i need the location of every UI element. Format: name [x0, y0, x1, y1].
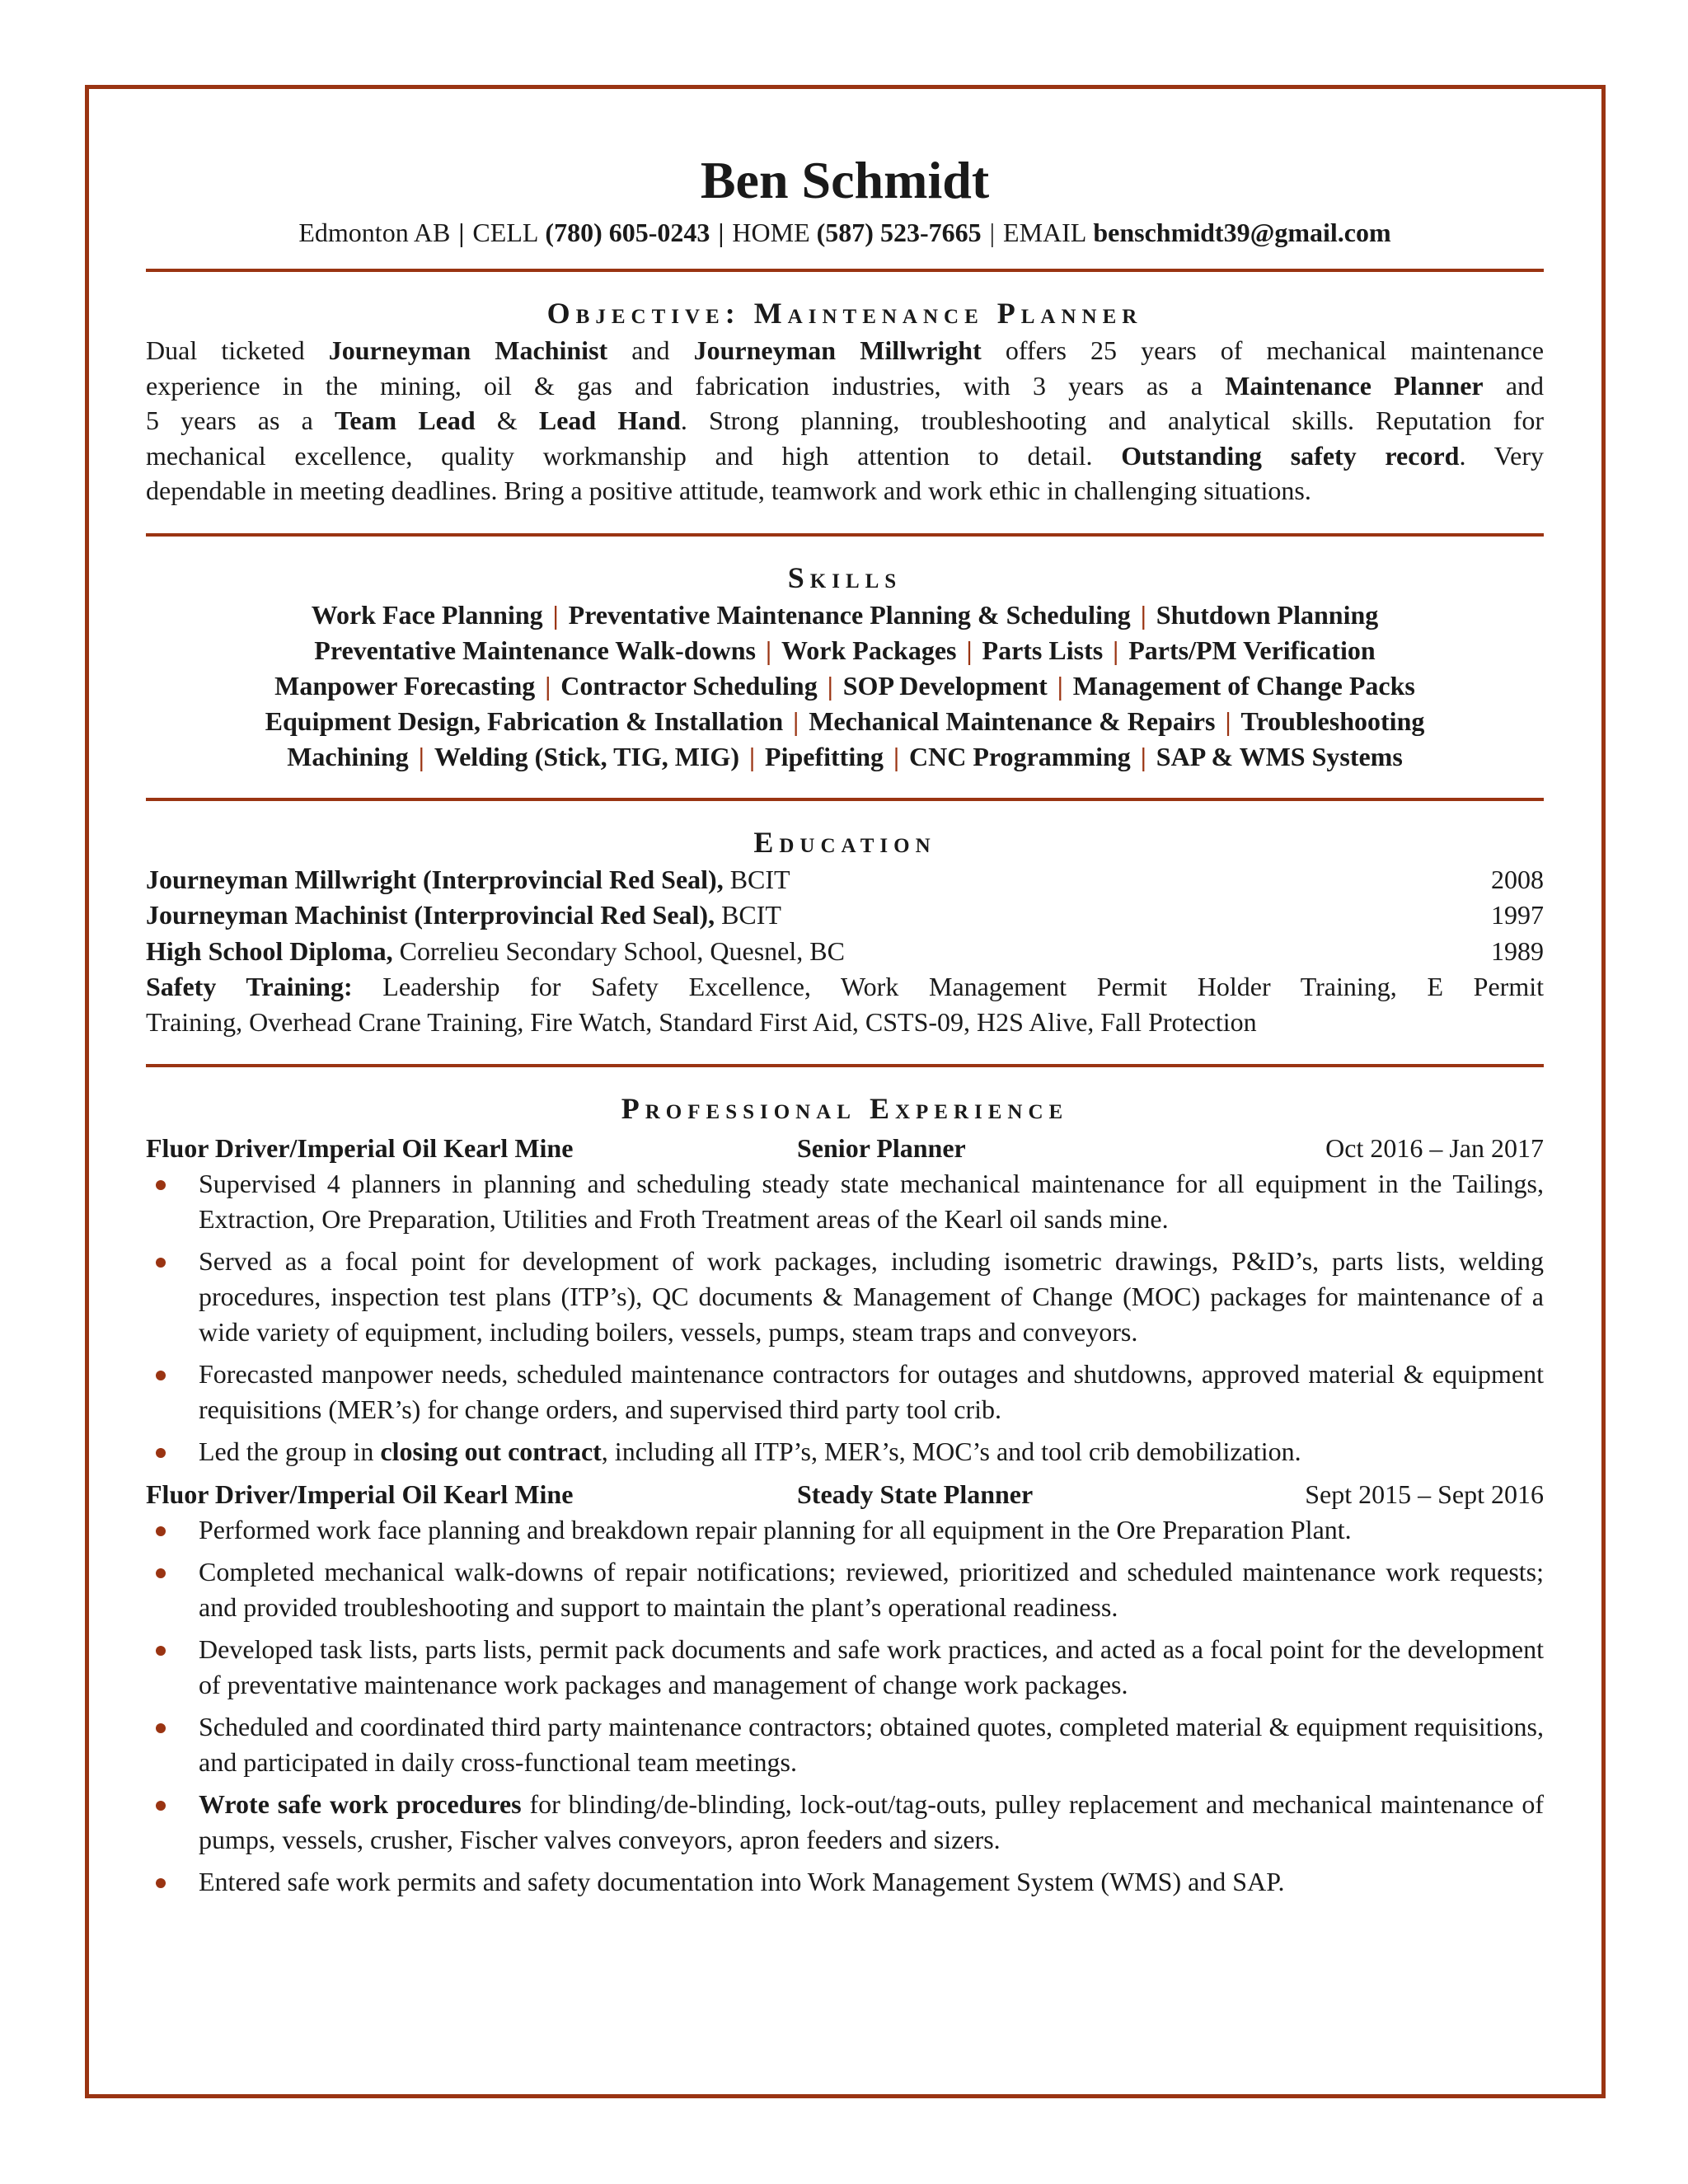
- skill-item: CNC Programming: [909, 741, 1131, 771]
- duty-bullet: [146, 1166, 1544, 1237]
- school-name: Correlieu Secondary School, Quesnel, BC: [392, 935, 845, 966]
- emphasis-text: closing out contract: [380, 1436, 602, 1466]
- emphasis-text: Journeyman Machinist: [328, 335, 608, 365]
- body-text: &: [475, 405, 539, 435]
- body-text: mechanical excellence, quality workmanship and high attention to detail.: [146, 440, 1122, 471]
- job-dates: Sept 2015 – Sept 2016: [1305, 1479, 1544, 1509]
- skill-item: Pipefitting: [765, 741, 884, 771]
- separator: |: [718, 218, 724, 247]
- skill-separator: |: [893, 741, 900, 771]
- body-text: Supervised 4 planners in planning and scheduling steady state mechanical maintenance for all equipment in the Tailings, Extraction, Ore Preparation, Utilities and Froth Treatment areas of the Kearl oil sands mine.: [199, 1169, 1544, 1234]
- skill-item: Preventative Maintenance Walk-downs: [314, 635, 756, 665]
- body-text: dependable in meeting deadlines. Bring a positive attitude, teamwork and work ethic in challenging situations.: [146, 476, 1311, 505]
- duty-bullet: [146, 1434, 1544, 1469]
- body-text: for blinding/de-blinding, lock-out/tag-outs, pulley replacement and mechanical maintenance of pumps, vessels, crusher, Fischer valves conveyors, apron feeders and sizers.: [199, 1789, 1544, 1854]
- home-phone: (587) 523-7665: [816, 218, 982, 247]
- skill-separator: |: [1140, 741, 1146, 771]
- skill-item: Work Packages: [781, 635, 957, 665]
- experience-list: [146, 1130, 1544, 1900]
- objective-text: [146, 333, 1544, 509]
- section-divider: [146, 533, 1544, 537]
- duty-bullet: [146, 1709, 1544, 1780]
- skill-item: Management of Change Packs: [1072, 670, 1415, 701]
- body-text: and: [607, 335, 694, 365]
- objective-line: [146, 438, 1544, 474]
- skill-separator: |: [748, 741, 756, 771]
- contact-line: [146, 214, 1544, 251]
- credential-name: Journeyman Millwright (Interprovincial Red Seal),: [146, 864, 724, 894]
- objective-line: [146, 368, 1544, 404]
- experience-heading: Professional Experience: [621, 1092, 1069, 1125]
- skill-item: Machining: [287, 741, 409, 771]
- skill-separator: |: [1057, 670, 1063, 701]
- graduation-year: 1997: [1491, 900, 1544, 930]
- safety-training-line-1: Leadership for Safety Excellence, Work Management Permit Holder Training, E Permit: [352, 972, 1545, 1001]
- safety-training-continued: Training, Overhead Crane Training, Fire Watch, Standard First Aid, CSTS-09, H2S Alive, Fall Protection: [146, 1006, 1257, 1037]
- job-header: [146, 1130, 1544, 1166]
- skills-heading: Skills: [787, 560, 903, 594]
- emphasis-text: Team Lead: [334, 405, 476, 435]
- job-title: Senior Planner: [797, 1133, 966, 1163]
- skills-row: [146, 598, 1544, 633]
- email-address: benschmidt39@gmail.com: [1093, 218, 1391, 247]
- skill-separator: |: [1225, 705, 1231, 736]
- separator: |: [458, 218, 465, 247]
- objective-line: [146, 473, 1544, 509]
- skill-separator: |: [793, 705, 799, 736]
- skill-separator: |: [1140, 599, 1146, 630]
- company-name: Fluor Driver/Imperial Oil Kearl Mine: [146, 1133, 574, 1163]
- duty-bullet: [146, 1632, 1544, 1703]
- skill-item: Mechanical Maintenance & Repairs: [809, 705, 1216, 736]
- duty-bullet: [146, 1244, 1544, 1350]
- body-text: Forecasted manpower needs, scheduled maintenance contractors for outages and shutdowns, approved material & equipment requisitions (MER’s) for change orders, and supervised third party tool crib.: [199, 1359, 1544, 1424]
- safety-training: [146, 969, 1544, 1005]
- objective-heading: Objective: Maintenance Planner: [546, 297, 1143, 330]
- job-header: [146, 1476, 1544, 1512]
- education-entry: [146, 934, 1544, 970]
- objective-line: [146, 333, 1544, 368]
- body-text: Dual ticketed: [146, 335, 329, 365]
- education-list: [146, 862, 1544, 970]
- skill-separator: |: [966, 635, 973, 665]
- body-text: Served as a focal point for development of work packages, including isometric drawings, P&ID’s, parts lists, welding procedures, inspection test plans (ITP’s), QC documents & Management of Change (MOC) packages for maintenance of a wide variety of equipment, including boilers, vessels, pumps, steam traps and conveyors.: [199, 1246, 1544, 1347]
- skill-item: Parts/PM Verification: [1128, 635, 1376, 665]
- emphasis-text: Outstanding safety record: [1121, 440, 1460, 471]
- education-entry: [146, 898, 1544, 934]
- skill-item: Manpower Forecasting: [274, 670, 536, 701]
- cell-phone: (780) 605-0243: [545, 218, 710, 247]
- skill-item: Shutdown Planning: [1156, 599, 1379, 630]
- skill-separator: |: [418, 741, 424, 771]
- home-label: HOME: [732, 218, 810, 247]
- body-text: Scheduled and coordinated third party maintenance contractors; obtained quotes, completed material & equipment requisitions, and participated in daily cross-functional team meetings.: [199, 1712, 1544, 1777]
- skill-separator: |: [545, 670, 551, 701]
- section-divider: [146, 798, 1544, 801]
- skill-item: Parts Lists: [982, 635, 1104, 665]
- body-text: 5 years as a: [146, 405, 335, 435]
- credential-name: High School Diploma,: [146, 935, 393, 966]
- body-text: offers 25 years of mechanical maintenance: [981, 335, 1545, 365]
- city: Edmonton AB: [298, 218, 451, 247]
- skill-separator: |: [827, 670, 833, 701]
- skill-item: Contractor Scheduling: [560, 670, 818, 701]
- candidate-name: Ben Schmidt: [700, 151, 990, 209]
- body-text: . Strong planning, troubleshooting and analytical skills. Reputation for: [680, 405, 1545, 435]
- job-duties: [146, 1166, 1544, 1469]
- body-text: and: [1483, 370, 1545, 401]
- skills-row: [146, 668, 1544, 704]
- body-text: experience in the mining, oil & gas and fabrication industries, with 3 years as a: [146, 370, 1226, 401]
- cell-label: CELL: [472, 218, 539, 247]
- skill-item: Work Face Planning: [311, 599, 543, 630]
- objective-line: [146, 403, 1544, 438]
- skill-item: Troubleshooting: [1240, 705, 1425, 736]
- duty-bullet: [146, 1787, 1544, 1858]
- duty-bullet: [146, 1512, 1544, 1548]
- job-title: Steady State Planner: [797, 1479, 1034, 1509]
- skills-list: [146, 598, 1544, 775]
- skill-item: Equipment Design, Fabrication & Installation: [265, 705, 784, 736]
- body-text: Entered safe work permits and safety documentation into Work Management System (WMS) and SAP.: [199, 1867, 1285, 1896]
- body-text: . Very: [1459, 440, 1544, 471]
- emphasis-text: Lead Hand: [538, 405, 681, 435]
- graduation-year: 1989: [1491, 935, 1544, 966]
- school-name: BCIT: [715, 900, 781, 930]
- job-duties: [146, 1512, 1544, 1900]
- skills-row: [146, 739, 1544, 775]
- email-label: EMAIL: [1003, 218, 1087, 247]
- skill-item: SAP & WMS Systems: [1156, 741, 1403, 771]
- safety-training-label: Safety Training:: [146, 972, 353, 1001]
- emphasis-text: Maintenance Planner: [1225, 370, 1484, 401]
- skill-separator: |: [765, 635, 772, 665]
- school-name: BCIT: [723, 864, 790, 894]
- skill-separator: |: [1113, 635, 1119, 665]
- section-divider: [146, 269, 1544, 272]
- body-text: , including all ITP’s, MER’s, MOC’s and tool crib demobilization.: [601, 1436, 1301, 1466]
- body-text: Performed work face planning and breakdown repair planning for all equipment in the Ore Preparation Plant.: [199, 1515, 1352, 1544]
- section-divider: [146, 1064, 1544, 1067]
- body-text: Led the group in: [199, 1436, 381, 1466]
- job-dates: Oct 2016 – Jan 2017: [1325, 1133, 1544, 1163]
- company-name: Fluor Driver/Imperial Oil Kearl Mine: [146, 1479, 574, 1509]
- credential-name: Journeyman Machinist (Interprovincial Red Seal),: [146, 900, 715, 930]
- education-credential-line: [146, 934, 845, 970]
- skill-separator: |: [552, 599, 559, 630]
- separator: |: [989, 218, 996, 247]
- skill-item: Preventative Maintenance Planning & Scheduling: [568, 599, 1131, 630]
- graduation-year: 2008: [1491, 864, 1544, 894]
- education-heading: Education: [753, 825, 936, 859]
- emphasis-text: Journeyman Millwright: [693, 335, 982, 365]
- education-credential-line: [146, 862, 790, 898]
- skills-row: [146, 704, 1544, 739]
- skills-row: [146, 633, 1544, 668]
- duty-bullet: [146, 1864, 1544, 1900]
- education-credential-line: [146, 898, 781, 934]
- resume: [146, 148, 1544, 1906]
- duty-bullet: [146, 1554, 1544, 1625]
- body-text: Completed mechanical walk-downs of repair notifications; reviewed, prioritized and scheduled maintenance work requests; and provided troubleshooting and support to maintain the plant’s operational readiness.: [199, 1557, 1544, 1622]
- duty-bullet: [146, 1357, 1544, 1427]
- skill-item: Welding (Stick, TIG, MIG): [434, 741, 739, 771]
- skill-item: SOP Development: [842, 670, 1048, 701]
- education-entry: [146, 862, 1544, 898]
- body-text: Developed task lists, parts lists, permit pack documents and safe work practices, and acted as a focal point for the development of preventative maintenance work packages and management of change work packages.: [199, 1634, 1544, 1699]
- emphasis-text: Wrote safe work procedures: [199, 1789, 522, 1819]
